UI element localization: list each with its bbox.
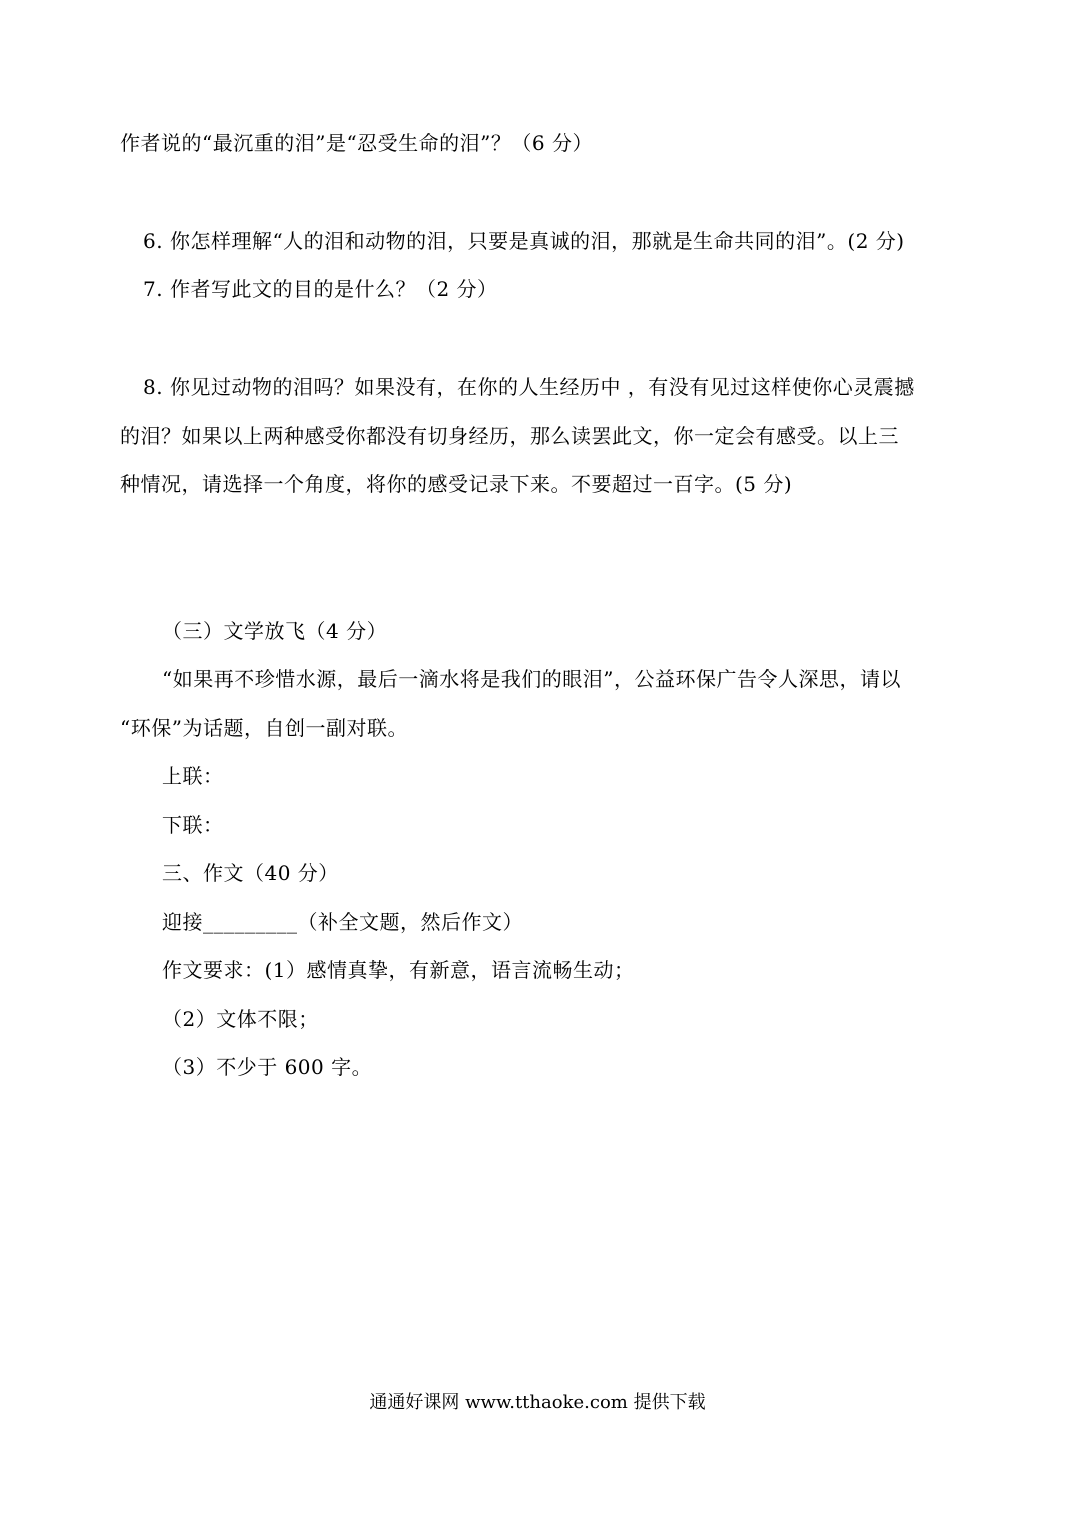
upper-couplet-label: 上联： bbox=[162, 764, 224, 788]
page-footer: 通通好课网 www.tthaoke.com 提供下载 bbox=[369, 1392, 706, 1413]
question-5-tail: 作者说的“最沉重的泪”是“忍受生命的泪”？（6 分） bbox=[120, 131, 593, 155]
essay-title-line: 迎接_________（补全文题，然后作文） bbox=[162, 910, 523, 934]
lower-couplet-label: 下联： bbox=[162, 813, 224, 837]
section-3-prompt-line-1: “如果再不珍惜水源，最后一滴水将是我们的眼泪”，公益环保广告令人深思，请以 bbox=[162, 667, 901, 691]
section-3-prompt-line-2: “环保”为话题，自创一副对联。 bbox=[120, 716, 408, 740]
question-7: 7. 作者写此文的目的是什么？（2 分） bbox=[143, 277, 498, 301]
question-8-line-2: 的泪？如果以上两种感受你都没有切身经历，那么读罢此文，你一定会有感受。以上三 bbox=[120, 424, 899, 448]
essay-requirement-2: （2）文体不限； bbox=[162, 1007, 319, 1031]
question-8-line-1: 8. 你见过动物的泪吗？如果没有，在你的人生经历中 ，有没有见过这样使你心灵震撼 bbox=[143, 375, 915, 399]
question-6: 6. 你怎样理解“人的泪和动物的泪，只要是真诚的泪，那就是生命共同的泪”。(2 分) bbox=[143, 229, 905, 253]
essay-requirement-1: 作文要求：(1）感情真挚，有新意，语言流畅生动； bbox=[162, 958, 635, 982]
essay-heading: 三、作文（40 分） bbox=[162, 861, 339, 885]
question-8-line-3: 种情况，请选择一个角度，将你的感受记录下来。不要超过一百字。(5 分) bbox=[120, 472, 793, 496]
section-3-heading: （三）文学放飞（4 分） bbox=[162, 619, 388, 643]
essay-requirement-3: （3）不少于 600 字。 bbox=[162, 1055, 373, 1079]
